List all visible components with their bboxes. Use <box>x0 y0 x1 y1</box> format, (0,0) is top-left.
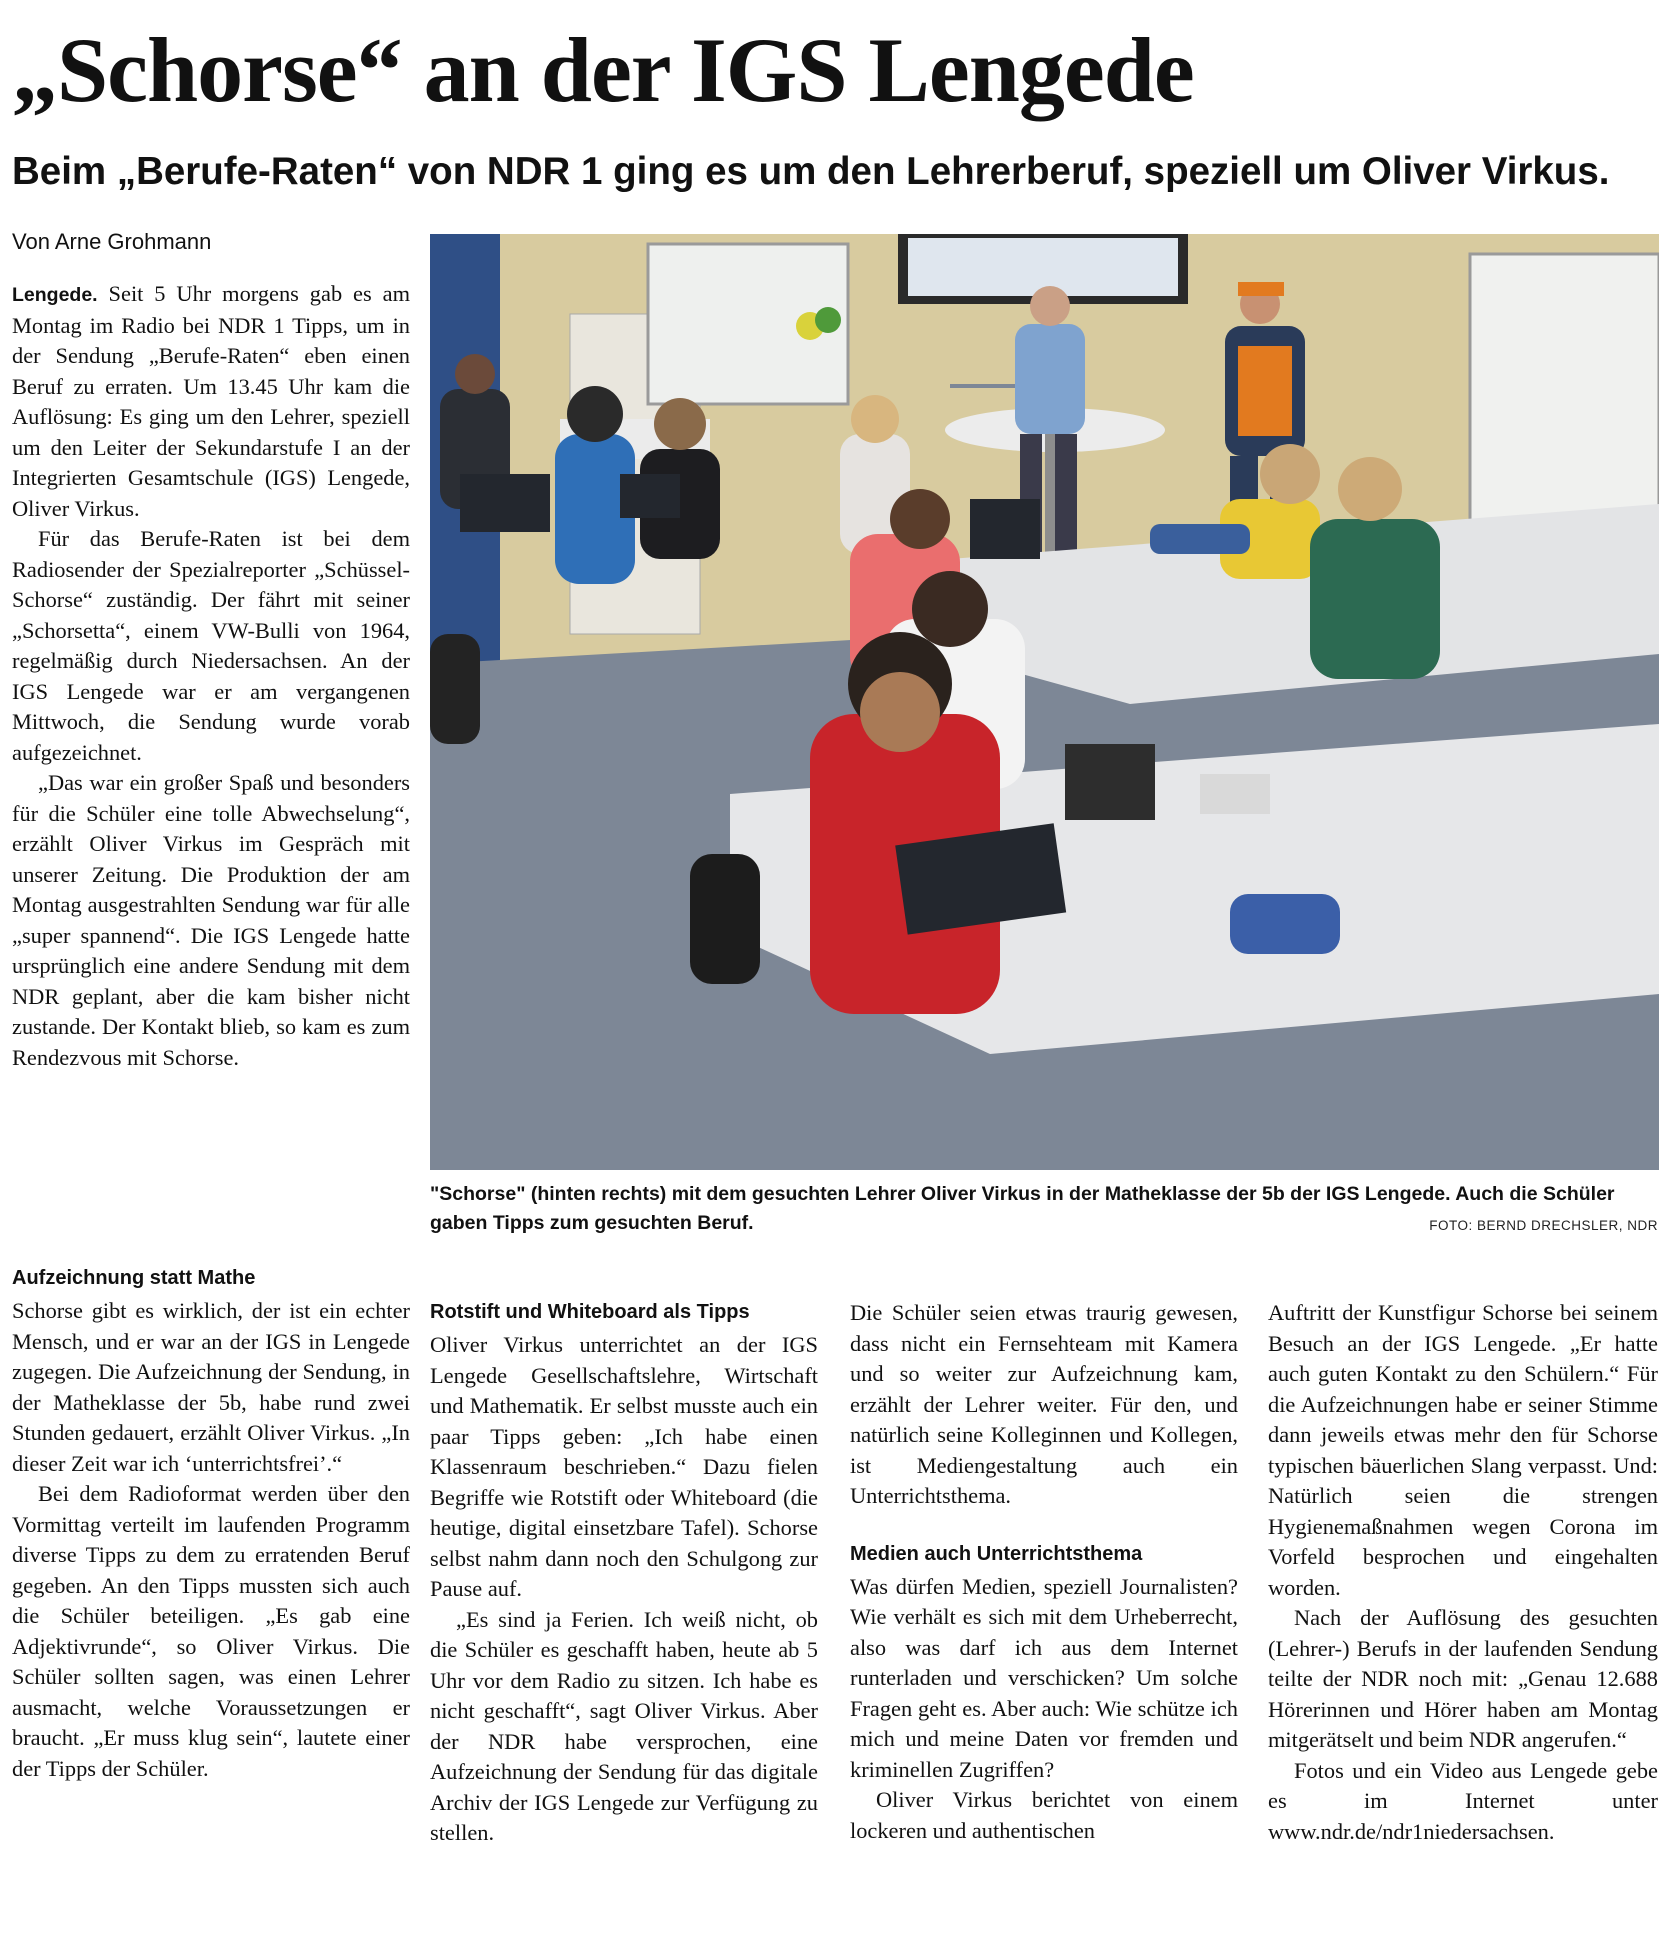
lead-text: Seit 5 Uhr morgens gab es am Montag im Radio bei NDR 1 Tipps, um in der Sendung „Berufe-Raten“ eben einen Beruf zu erraten. Um 13.45 Uhr kam die Auflösung: Es ging um den Lehrer, speziell um den Leiter der Sekundarstufe I an der Integrierten Gesamtschule (IGS) Lengede, Oliver Virkus. <box>12 281 410 521</box>
classroom-photo <box>430 234 1659 1170</box>
pencil-case <box>1150 524 1250 554</box>
laptop <box>970 499 1040 559</box>
paragraph: Auftritt der Kunstfigur Schorse bei seinem Besuch an der IGS Lengede. „Er hatte auch guten Kontakt zu den Schülern.“ Für die Aufzeichnungen habe er seiner Stimme dann jeweils etwas mehr den für Schorse typischen bäuerlichen Slang verpasst. Und: Natürlich seien die strengen Hygienemaßnahmen wegen Corona im Vorfeld besprochen und eingehalten worden. <box>1268 1300 1658 1600</box>
paragraph: „Das war ein großer Spaß und besonders für die Schüler eine tolle Abwechselung“, erzählt Oliver Virkus im Gespräch mit unserer Zeitung. Die Produktion der am Montag ausgestrahlten Sendung war für alle „super spannend“. Die IGS Lengede hatte ursprünglich eine andere Sendung mit dem NDR geplant, aber die kam bisher nicht zustande. Der Kontakt blieb, so kam es zum Rendezvous mit Schorse. <box>12 770 410 1070</box>
byline: Von Arne Grohmann <box>12 229 212 254</box>
backpack <box>430 634 480 744</box>
laptop <box>620 474 680 518</box>
article-column-1 <box>12 279 410 1073</box>
teacher-oliver-virkus <box>1015 324 1085 434</box>
subhead-aufzeichnung: Aufzeichnung statt Mathe <box>12 1267 256 1289</box>
article-column-3 <box>850 1298 1238 1846</box>
pencil-case-blue <box>1230 894 1340 954</box>
article-column-4 <box>1268 1298 1658 1847</box>
paragraph: Die Schüler seien etwas traurig gewesen, dass nicht ein Fernsehteam mit Kamera und so weiter zur Aufzeichnung kam, erzählt der Lehrer weiter. Für den, und natürlich seine Kolleginnen und Kollegen, ist Mediengestaltung auch ein Unterrichtsthema. <box>850 1300 1238 1508</box>
photo-credit: FOTO: BERND DRECHSLER, NDR <box>1429 1218 1658 1233</box>
paragraph: Nach der Auflösung des gesuchten (Lehrer-) Berufs in der laufenden Sendung teilte der NDR noch mit: „Genau 12.688 Hörerinnen und Hörer haben am Montag mitgerätselt und beim NDR angerufen.“ <box>1268 1605 1658 1752</box>
balloon-green <box>815 307 841 333</box>
article-column-1-lower <box>12 1264 410 1784</box>
headline: „Schorse“ an der IGS Lengede <box>12 19 1194 121</box>
subhead-rotstift: Rotstift und Whiteboard als Tipps <box>430 1301 750 1323</box>
paragraph: Für das Berufe-Raten ist bei dem Radiosender der Spezialreporter „Schüssel-Schorse“ zuständig. Der fährt mit seiner „Schorsetta“, einem VW-Bulli von 1964, regelmäßig durch Niedersachsen. An der IGS Lengede war er am vergangenen Mittwoch, die Sendung wurde vorab aufgezeichnet. <box>12 526 410 765</box>
chair <box>690 854 760 984</box>
article-photo <box>430 234 1659 1170</box>
box <box>1200 774 1270 814</box>
paragraph: Oliver Virkus unterrichtet an der IGS Lengede Gesellschaftslehre, Wirtschaft und Mathematik. Er selbst musste auch ein paar Tipps geben: „Ich habe einen Klassenraum beschrieben.“ Dazu fielen Begriffe wie Rotstift oder Whiteboard (die heutige, digital einsetzbare Tafel). Schorse selbst nahm dann noch den Schulgong zur Pause auf. <box>430 1332 818 1601</box>
subheadline: Beim „Berufe-Raten“ von NDR 1 ging es um den Lehrerberuf, speziell um Oliver Virkus. <box>12 150 1610 193</box>
subhead-medien: Medien auch Unterrichtsthema <box>850 1542 1143 1565</box>
paragraph: Bei dem Radioformat werden über den Vormittag verteilt im laufenden Programm diverse Tipps zu dem zu erratenden Beruf gegeben. An den Tipps mussten sich auch die Schüler beteiligen. „Es gab eine Adjektivrunde“, so Oliver Virkus. Die Schüler sollten sagen, was einen Lehrer ausmacht, welche Voraussetzungen er braucht. „Er muss klug sein“, lautete einer der Tipps der Schüler. <box>12 1481 410 1781</box>
paragraph: Fotos und ein Video aus Lengede gebe es im Internet unter www.ndr.de/ndr1niedersachsen. <box>1268 1757 1658 1844</box>
paragraph: Was dürfen Medien, speziell Journalisten? Wie verhält es sich mit dem Urheberrecht, also was darf ich aus dem Internet runterladen und verschicken? Um solche Fragen geht es. Aber auch: Wie schütze ich mich und meine Daten vor fremden und kriminellen Zugriffen? <box>850 1573 1238 1782</box>
photo-caption: "Schorse" (hinten rechts) mit dem gesuchten Lehrer Oliver Virkus in der Matheklasse der 5b der IGS Lengede. Auch die Schüler gaben Tipps zum gesuchten Beruf. <box>430 1183 1615 1234</box>
paragraph: Oliver Virkus berichtet von einem lockeren und authentischen <box>850 1787 1238 1843</box>
tablet <box>1065 744 1155 820</box>
lead-paragraph <box>12 279 410 524</box>
article-column-2 <box>430 1298 818 1849</box>
paragraph: „Es sind ja Ferien. Ich weiß nicht, ob die Schüler es geschafft haben, heute ab 5 Uhr vor dem Radio zu sitzen. Ich habe es nicht geschafft“, sagt Oliver Virkus. Aber der NDR habe versprochen, eine Aufzeichnung der Sendung für das digitale Archiv der IGS Lengede zur Verfügung zu stellen. <box>430 1606 818 1845</box>
laptop <box>460 474 550 532</box>
dateline: Lengede. <box>12 284 98 306</box>
student-green-shirt <box>1310 519 1440 679</box>
paragraph: Schorse gibt es wirklich, der ist ein echter Mensch, und er war an der IGS in Lengede zugegen. Die Aufzeichnung der Sendung, in der Matheklasse der 5b, habe rund zwei Stunden gedauert, erzählt Oliver Virkus. „In dieser Zeit war ich ‘unterrichtsfrei’.“ <box>12 1298 410 1476</box>
